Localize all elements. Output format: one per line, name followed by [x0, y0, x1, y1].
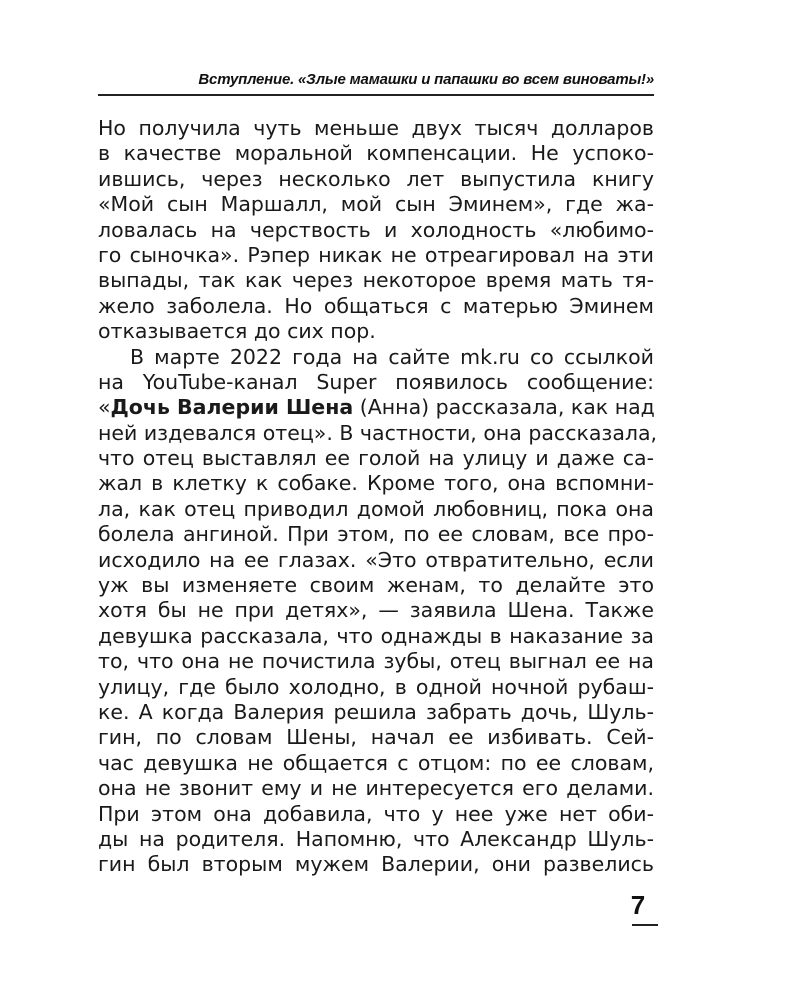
text-line: ловалась на черствость и холодность «любимо-: [98, 217, 654, 242]
text-line: жело заболела. Но общаться с матерью Эминем: [98, 293, 654, 318]
text-line: девушка рассказала, что однажды в наказание за: [98, 623, 654, 648]
text-line: ла, как отец приводил домой любовниц, пока она: [98, 496, 654, 521]
text-line: ней издевался отец». В частности, она рассказала,: [98, 420, 658, 445]
text-line: гин, по словам Шены, начал ее избивать. Сей-: [98, 725, 654, 750]
text-line: Но получила чуть меньше двух тысяч долларов: [98, 116, 654, 140]
text-line: болела ангиной. При этом, по ее словам, все про-: [98, 522, 654, 547]
text-line: го сыночка». Рэпер никак не отреагировал на эти: [98, 242, 654, 267]
running-header: Вступление. «Злые мамашки и папашки во всем виноваты!»: [198, 71, 654, 88]
text-line: улицу, где было холодно, в одной ночной рубаш-: [98, 674, 654, 699]
text-line: час девушка не общается с отцом: по ее словам,: [98, 750, 654, 775]
text-line: то, что она не почистила зубы, отец выгнал ее на: [98, 649, 654, 674]
text-line: ившись, через несколько лет выпустила книгу: [98, 166, 654, 191]
text-line: жал в клетку к собаке. Кроме того, она вспомни-: [98, 471, 654, 496]
text-line: в качестве моральной компенсации. Не успоко-: [98, 141, 654, 166]
text-line: она не звонит ему и не интересуется его делами.: [98, 776, 654, 801]
text-line: гин был вторым мужем Валерии, они развелись: [98, 852, 654, 877]
text-line: «Мой сын Маршалл, мой сын Эминем», где жа-: [98, 192, 654, 217]
line-rest: (Анна) рассказала, как над: [353, 395, 655, 420]
text-line: что отец выставлял ее голой на улицу и даже са-: [98, 446, 654, 471]
text-line: ды на родителя. Напомню, что Александр Шуль-: [98, 826, 654, 851]
text-line: исходило на ее глазах. «Это отвратительно, если: [98, 547, 654, 572]
text-line: отказывается до сих пор.: [98, 319, 376, 344]
text-line: уж вы изменяете своим женам, то делайте это: [98, 573, 654, 598]
page-number-rule: [632, 924, 658, 926]
page-number: 7: [630, 890, 646, 920]
text-line: выпады, так как через некоторое время мать тя-: [98, 268, 654, 293]
text-line: хотя бы не при детях», — заявила Шена. Также: [98, 598, 654, 623]
header-rule: [98, 94, 654, 96]
text-line: на YouTube-канал Super появилось сообщение:: [98, 369, 654, 394]
open-quote: «: [98, 395, 111, 420]
body-text: [98, 116, 658, 878]
text-line-mixed: [98, 395, 654, 420]
text-line: ке. А когда Валерия решила забрать дочь, Шуль-: [98, 699, 654, 724]
text-line: При этом она добавила, что у нее уже нет оби-: [98, 801, 654, 826]
text-line: В марте 2022 года на сайте mk.ru со ссылкой: [130, 344, 654, 369]
bold-name: Дочь Валерии Шена: [110, 395, 354, 420]
